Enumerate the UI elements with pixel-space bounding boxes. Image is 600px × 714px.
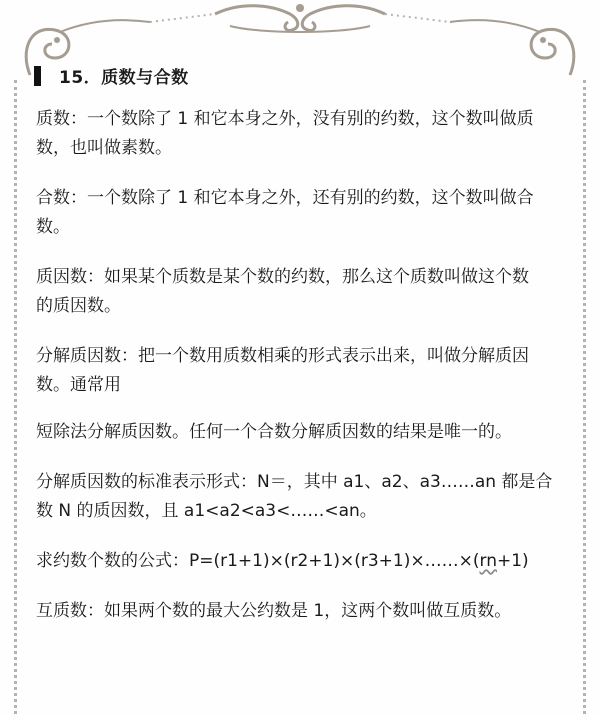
paragraph-standard-form (36, 468, 576, 526)
dotted-border-right (583, 80, 586, 714)
paragraph-prime-factor (36, 263, 576, 321)
text-line: 数 N 的质因数，且 a1<a2<a3<……<an。 (36, 501, 377, 521)
formula-prefix: 求约数个数的公式：P=(r1+1)×(r2+1)×(r3+1)×……×( (36, 551, 480, 571)
section-heading (34, 63, 189, 88)
text-line: 质因数：如果某个质数是某个数的约数，那么这个质数叫做这个数 (36, 267, 529, 287)
text-line: 分解质因数：把一个数用质数相乘的形式表示出来，叫做分解质因 (36, 346, 529, 366)
text-line: 的质因数。 (36, 296, 121, 316)
paragraph-composite (36, 184, 576, 242)
paragraph-coprime (36, 597, 576, 626)
text-line: 短除法分解质因数。任何一个合数分解质因数的结果是唯一的。 (36, 422, 512, 442)
text-line: 合数：一个数除了 1 和它本身之外，还有别的约数，这个数叫做合 (36, 188, 534, 208)
text-line: 数，也叫做素数。 (36, 138, 172, 158)
text-line: 数。通常用 (36, 375, 121, 395)
formula-suffix: +1) (496, 551, 529, 571)
heading-bar-marker (34, 66, 41, 86)
formula-wavy-term: rn (479, 551, 497, 571)
dotted-border-left (14, 80, 17, 714)
text-line: 互质数：如果两个数的最大公约数是 1，这两个数叫做互质数。 (36, 601, 512, 621)
paragraph-prime (36, 105, 576, 163)
text-line: 质数：一个数除了 1 和它本身之外，没有别的约数，这个数叫做质 (36, 109, 534, 129)
text-line (36, 547, 576, 576)
text-line: 分解质因数的标准表示形式：N＝，其中 a1、a2、a3……an 都是合 (36, 472, 553, 492)
document-body (36, 105, 576, 647)
section-title: 15．质数与合数 (59, 68, 189, 88)
paragraph-divisor-count (36, 547, 576, 576)
paragraph-short-division (36, 418, 576, 447)
paragraph-factorization (36, 342, 576, 400)
text-line: 数。 (36, 217, 70, 237)
